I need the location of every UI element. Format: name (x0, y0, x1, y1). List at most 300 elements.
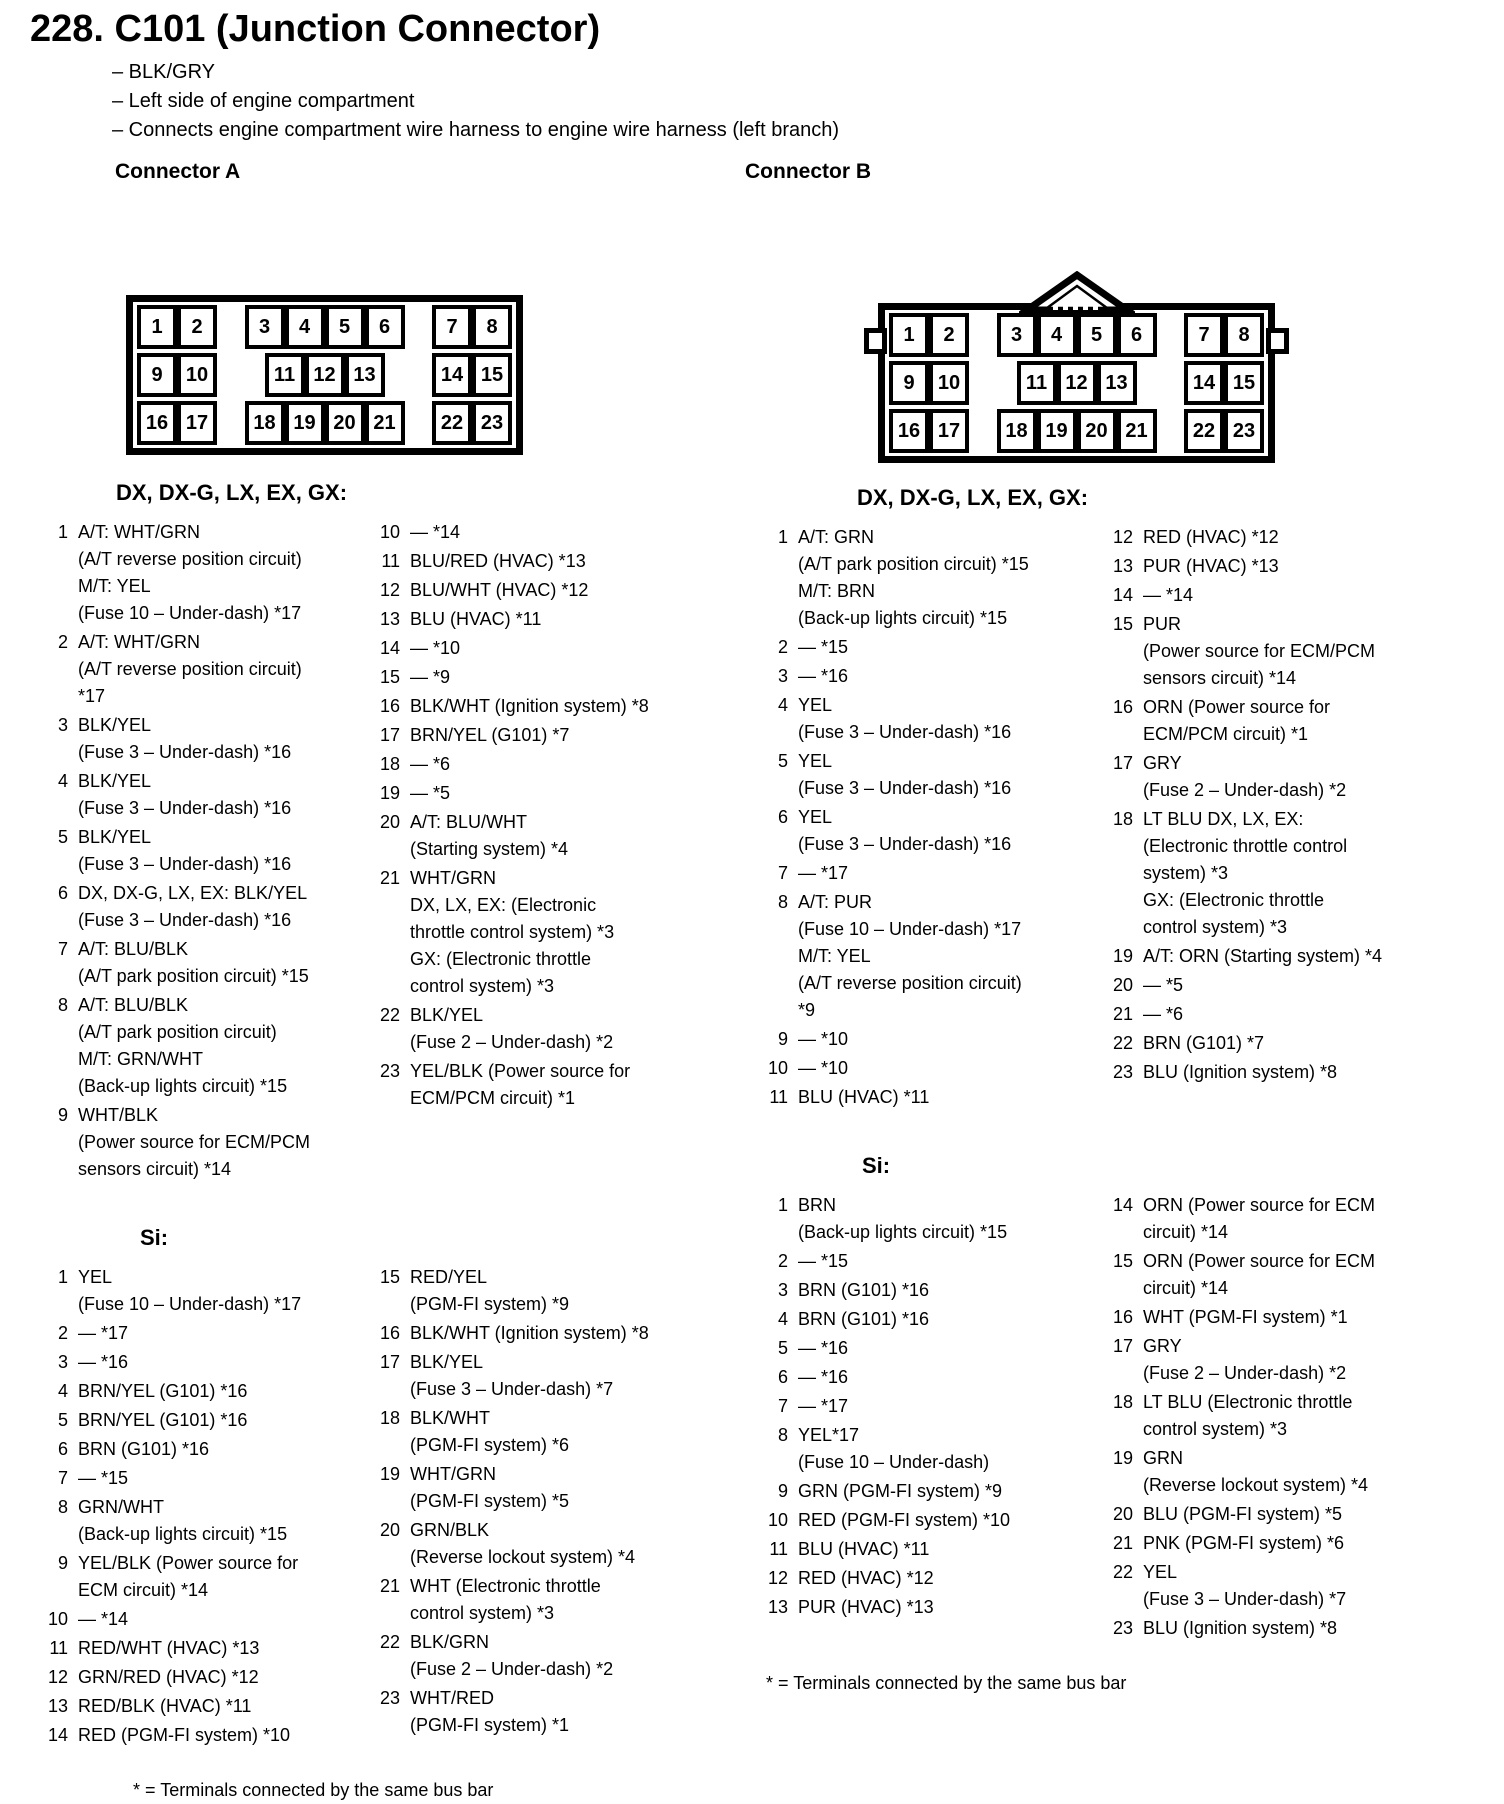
pin-number: 18 (379, 754, 400, 774)
pin-cell-14: 14 (432, 353, 472, 397)
pin-cell-20: 20 (325, 401, 365, 445)
pin-item (1103, 1001, 1418, 1028)
pin-description: BRN (G101) *16 (798, 1309, 930, 1329)
pin-description: BRN (G101) *16 (78, 1439, 210, 1459)
pin-row (889, 361, 1264, 405)
pin-item (370, 1320, 690, 1347)
pin-item (1103, 582, 1418, 609)
pin-item (1103, 611, 1418, 692)
pin-cell-14: 14 (1184, 361, 1224, 405)
pin-number: 15 (1112, 614, 1133, 634)
pin-group (137, 305, 217, 349)
pin-number: 7 (777, 1396, 788, 1416)
pin-group (1184, 313, 1264, 357)
pin-number: 1 (57, 1267, 68, 1287)
pin-section (758, 1153, 1418, 1644)
pin-cell-22: 22 (1184, 409, 1224, 453)
pin-description: A/T: GRN (A/T park position circuit) *15 M/T: BRN (Back-up lights circuit) *15 (798, 527, 1029, 628)
pin-section (38, 480, 690, 1185)
pin-number: 21 (1112, 1533, 1133, 1553)
pin-description: WHT/RED (PGM-FI system) *1 (410, 1688, 570, 1735)
pin-item (38, 519, 370, 627)
pin-description: — *5 (410, 783, 451, 803)
pin-description: PUR (Power source for ECM/PCM sensors circuit) *14 (1143, 614, 1376, 688)
pin-number: 19 (1112, 1448, 1133, 1468)
connector-side-tab-right (1266, 328, 1289, 354)
pin-number: 22 (1112, 1033, 1133, 1053)
pin-item (38, 768, 370, 822)
pin-number: 19 (379, 783, 400, 803)
pin-number: 8 (57, 995, 68, 1015)
pin-description: BRN/YEL (G101) *16 (78, 1410, 248, 1430)
pin-item (758, 1335, 1103, 1362)
pin-number: 7 (777, 863, 788, 883)
pin-number: 13 (1112, 556, 1133, 576)
pin-number: 14 (47, 1725, 68, 1745)
pin-item (370, 1002, 690, 1056)
pin-cell-23: 23 (1224, 409, 1264, 453)
pin-description: YEL/BLK (Power source for ECM/PCM circuit) *1 (410, 1061, 631, 1108)
pin-item (758, 1277, 1103, 1304)
section-title: DX, DX-G, LX, EX, GX: (116, 480, 348, 505)
pin-description: BLU/WHT (HVAC) *12 (410, 580, 589, 600)
pin-item (370, 635, 690, 662)
pin-number: 10 (767, 1510, 788, 1530)
pin-item (1103, 694, 1418, 748)
pin-number: 23 (1112, 1062, 1133, 1082)
pin-item (758, 1026, 1103, 1053)
pin-description: GRN (Reverse lockout system) *4 (1143, 1448, 1369, 1495)
pin-item (758, 1364, 1103, 1391)
pin-item (1103, 1333, 1418, 1387)
pin-item (758, 1422, 1103, 1476)
pin-item (38, 629, 370, 710)
pin-description: GRN (PGM-FI system) *9 (798, 1481, 1003, 1501)
pin-item (38, 880, 370, 934)
pin-description: — *5 (1143, 975, 1184, 995)
pin-item (370, 606, 690, 633)
header-bullets (112, 58, 839, 145)
pin-cell-19: 19 (1037, 409, 1077, 453)
pin-description: BLK/WHT (Ignition system) *8 (410, 696, 649, 716)
pin-description: ORN (Power source for ECM circuit) *14 (1143, 1251, 1376, 1298)
pin-item (38, 1349, 370, 1376)
pin-item (370, 1405, 690, 1459)
pin-description: — *16 (78, 1352, 129, 1372)
section-title: DX, DX-G, LX, EX, GX: (857, 485, 1089, 510)
pin-description: PNK (PGM-FI system) *6 (1143, 1533, 1345, 1553)
pin-item (370, 1573, 690, 1627)
pin-description: A/T: ORN (Starting system) *4 (1143, 946, 1383, 966)
pin-item (1103, 1530, 1418, 1557)
pin-description: BLK/GRN (Fuse 2 – Under-dash) *2 (410, 1632, 614, 1679)
pin-description: BLK/YEL (Fuse 2 – Under-dash) *2 (410, 1005, 614, 1052)
pin-number: 5 (777, 751, 788, 771)
pin-description: GRY (Fuse 2 – Under-dash) *2 (1143, 1336, 1347, 1383)
pin-item (1103, 1304, 1418, 1331)
pin-description: RED (PGM-FI system) *10 (78, 1725, 291, 1745)
pin-item (370, 1517, 690, 1571)
pin-cell-23: 23 (472, 401, 512, 445)
pin-description: YEL (Fuse 3 – Under-dash) *16 (798, 751, 1012, 798)
pin-number: 19 (379, 1464, 400, 1484)
pin-item (758, 663, 1103, 690)
pin-group (889, 361, 969, 405)
connector-b-diagram (878, 303, 1275, 463)
pin-group (1184, 409, 1264, 453)
pin-cell-6: 6 (1117, 313, 1157, 357)
pin-item (758, 1565, 1103, 1592)
pin-description: GRN/BLK (Reverse lockout system) *4 (410, 1520, 636, 1567)
pin-description: — *15 (78, 1468, 129, 1488)
pin-item (38, 1494, 370, 1548)
pin-description: — *16 (798, 1367, 849, 1387)
pin-number: 3 (57, 715, 68, 735)
pin-columns (38, 519, 690, 1185)
pin-number: 12 (379, 580, 400, 600)
connector-a-diagram (126, 295, 523, 455)
pin-number: 17 (379, 1352, 400, 1372)
pin-columns (758, 524, 1418, 1113)
pin-description: GRN/WHT (Back-up lights circuit) *15 (78, 1497, 288, 1544)
pin-number: 23 (1112, 1618, 1133, 1638)
pin-item (758, 1393, 1103, 1420)
pin-column-left (38, 1264, 370, 1751)
pin-number: 15 (1112, 1251, 1133, 1271)
pin-description: BLU (HVAC) *11 (798, 1539, 930, 1559)
pin-item (38, 1606, 370, 1633)
pin-number: 6 (57, 1439, 68, 1459)
pin-cell-7: 7 (1184, 313, 1224, 357)
pin-description: — *14 (1143, 585, 1194, 605)
pin-item (758, 1055, 1103, 1082)
pin-number: 4 (777, 695, 788, 715)
pin-number: 5 (57, 827, 68, 847)
pin-item (758, 804, 1103, 858)
pin-cell-18: 18 (997, 409, 1037, 453)
pin-item (370, 1349, 690, 1403)
pin-description: DX, DX-G, LX, EX: BLK/YEL (Fuse 3 – Under-dash) *16 (78, 883, 308, 930)
pin-number: 14 (1112, 585, 1133, 605)
pin-description: BLK/YEL (Fuse 3 – Under-dash) *16 (78, 715, 292, 762)
pin-row (889, 313, 1264, 357)
pin-item (38, 1378, 370, 1405)
pin-item (370, 809, 690, 863)
pin-group (889, 313, 969, 357)
pin-cell-15: 15 (1224, 361, 1264, 405)
pin-number: 5 (777, 1338, 788, 1358)
pin-number: 11 (381, 551, 400, 571)
section-title: Si: (862, 1153, 891, 1178)
pin-description: BLK/YEL (Fuse 3 – Under-dash) *16 (78, 827, 292, 874)
pin-description: YEL/BLK (Power source for ECM circuit) *14 (78, 1553, 299, 1600)
pin-number: 22 (379, 1005, 400, 1025)
header-bullet: – Connects engine compartment wire harness to engine wire harness (left branch) (112, 119, 840, 141)
pin-description: — *16 (798, 666, 849, 686)
pin-item (370, 751, 690, 778)
pin-column-left (758, 1192, 1103, 1623)
pin-number: 11 (769, 1087, 788, 1107)
pin-number: 4 (777, 1309, 788, 1329)
pin-description: BLU (HVAC) *11 (798, 1087, 930, 1107)
pin-item (38, 936, 370, 990)
pin-description: WHT (Electronic throttle control system) *3 (410, 1576, 601, 1623)
connector-a-heading: Connector A (115, 160, 241, 183)
pin-item (758, 1192, 1103, 1246)
pin-description: — *9 (410, 667, 451, 687)
pin-item (370, 577, 690, 604)
pin-cell-17: 17 (929, 409, 969, 453)
pin-cell-16: 16 (137, 401, 177, 445)
pin-group (432, 353, 512, 397)
pin-columns (38, 1264, 690, 1751)
pin-cell-13: 13 (345, 353, 385, 397)
pin-number: 3 (777, 1280, 788, 1300)
pin-description: BLK/WHT (Ignition system) *8 (410, 1323, 649, 1343)
pin-cell-8: 8 (472, 305, 512, 349)
pin-cell-21: 21 (365, 401, 405, 445)
pin-number: 18 (1112, 809, 1133, 829)
pin-item (38, 1320, 370, 1347)
pin-number: 12 (47, 1667, 68, 1687)
pin-description: WHT (PGM-FI system) *1 (1143, 1307, 1348, 1327)
pin-description: YEL (Fuse 10 – Under-dash) *17 (78, 1267, 302, 1314)
pin-description: — *6 (1143, 1004, 1184, 1024)
pin-number: 10 (47, 1609, 68, 1629)
pin-number: 23 (379, 1688, 400, 1708)
pin-cell-20: 20 (1077, 409, 1117, 453)
pin-number: 1 (777, 527, 788, 547)
pin-description: BLU (Ignition system) *8 (1143, 1062, 1338, 1082)
pin-item (38, 1264, 370, 1318)
pin-number: 5 (57, 1410, 68, 1430)
pin-number: 14 (1112, 1195, 1133, 1215)
pin-item (1103, 1615, 1418, 1642)
pin-description: — *10 (798, 1058, 849, 1078)
pin-description: — *17 (798, 1396, 849, 1416)
header-bullet: – Left side of engine compartment (112, 90, 415, 112)
pin-number: 7 (57, 939, 68, 959)
pin-item (1103, 553, 1418, 580)
pin-item (370, 1461, 690, 1515)
pin-description: PUR (HVAC) *13 (798, 1597, 934, 1617)
pin-item (370, 1629, 690, 1683)
pin-cell-18: 18 (245, 401, 285, 445)
pin-item (370, 664, 690, 691)
pin-item (758, 1478, 1103, 1505)
pin-section (758, 485, 1418, 1113)
pin-item (758, 524, 1103, 632)
pin-cell-22: 22 (432, 401, 472, 445)
pin-cell-17: 17 (177, 401, 217, 445)
pin-column-right (1103, 524, 1418, 1088)
pin-number: 9 (777, 1481, 788, 1501)
pin-description: YEL*17 (Fuse 10 – Under-dash) (798, 1425, 990, 1472)
pin-number: 2 (777, 1251, 788, 1271)
pin-item (1103, 1030, 1418, 1057)
pin-number: 2 (57, 632, 68, 652)
pin-item (758, 1306, 1103, 1333)
pin-item (758, 1507, 1103, 1534)
pin-description: ORN (Power source for ECM circuit) *14 (1143, 1195, 1376, 1242)
pin-description: LT BLU (Electronic throttle control system) *3 (1143, 1392, 1353, 1439)
pin-item (370, 693, 690, 720)
pin-number: 6 (57, 883, 68, 903)
pin-number: 2 (57, 1323, 68, 1343)
pin-number: 21 (379, 868, 400, 888)
pin-number: 6 (777, 807, 788, 827)
pin-description: BRN (G101) *16 (798, 1280, 930, 1300)
pin-cell-3: 3 (997, 313, 1037, 357)
pin-number: 12 (1112, 527, 1133, 547)
pin-item (38, 1550, 370, 1604)
pin-number: 10 (767, 1058, 788, 1078)
pin-cell-8: 8 (1224, 313, 1264, 357)
pin-description: A/T: BLU/BLK (A/T park position circuit) *15 (78, 939, 309, 986)
pin-description: YEL (Fuse 3 – Under-dash) *16 (798, 695, 1012, 742)
pin-description: WHT/GRN DX, LX, EX: (Electronic throttle control system) *3 GX: (Electronic throttle control system) *3 (410, 868, 615, 996)
pin-item (38, 1407, 370, 1434)
pin-description: PUR (HVAC) *13 (1143, 556, 1279, 576)
pin-description: A/T: PUR (Fuse 10 – Under-dash) *17 M/T: YEL (A/T reverse position circuit) *9 (798, 892, 1022, 1020)
pin-number: 8 (777, 892, 788, 912)
pin-description: BLU (Ignition system) *8 (1143, 1618, 1338, 1638)
pin-cell-1: 1 (137, 305, 177, 349)
pin-group (245, 353, 405, 397)
pin-group (245, 305, 405, 349)
pin-description: A/T: WHT/GRN (A/T reverse position circuit) M/T: YEL (Fuse 10 – Under-dash) *17 (78, 522, 302, 623)
pin-item (758, 860, 1103, 887)
pin-cell-2: 2 (177, 305, 217, 349)
pin-number: 14 (379, 638, 400, 658)
pin-description: — *15 (798, 637, 849, 657)
pin-number: 16 (1112, 697, 1133, 717)
section-title: Si: (140, 1225, 169, 1250)
pin-cell-10: 10 (929, 361, 969, 405)
pin-number: 17 (1112, 753, 1133, 773)
pin-number: 2 (777, 637, 788, 657)
pin-item (758, 889, 1103, 1024)
pin-number: 11 (49, 1638, 68, 1658)
pin-item (370, 519, 690, 546)
pin-number: 9 (57, 1105, 68, 1125)
pin-number: 13 (47, 1696, 68, 1716)
pin-cell-13: 13 (1097, 361, 1137, 405)
pin-number: 13 (379, 609, 400, 629)
pin-group (137, 353, 217, 397)
pin-description: BLU/RED (HVAC) *13 (410, 551, 586, 571)
connector-b-footnote: * = Terminals connected by the same bus bar (766, 1673, 1127, 1693)
pin-description: A/T: BLU/BLK (A/T park position circuit) M/T: GRN/WHT (Back-up lights circuit) *15 (78, 995, 288, 1096)
pin-number: 6 (777, 1367, 788, 1387)
pin-number: 4 (57, 1381, 68, 1401)
pin-number: 9 (777, 1029, 788, 1049)
pin-row (889, 409, 1264, 453)
pin-item (370, 780, 690, 807)
pin-cell-5: 5 (1077, 313, 1117, 357)
pin-item (370, 548, 690, 575)
pin-cell-4: 4 (1037, 313, 1077, 357)
pin-item (38, 824, 370, 878)
pin-group (997, 313, 1157, 357)
pin-item (1103, 1501, 1418, 1528)
pin-column-left (758, 524, 1103, 1113)
pin-number: 1 (777, 1195, 788, 1215)
pin-number: 23 (379, 1061, 400, 1081)
pin-item (38, 712, 370, 766)
pin-description: GRN/RED (HVAC) *12 (78, 1667, 259, 1687)
connector-a-block (38, 480, 690, 1804)
pin-number: 18 (1112, 1392, 1133, 1412)
pin-number: 17 (379, 725, 400, 745)
pin-section (38, 1225, 690, 1751)
pin-description: BLK/WHT (PGM-FI system) *6 (410, 1408, 570, 1455)
pin-description: — *10 (410, 638, 461, 658)
pin-description: BRN/YEL (G101) *16 (78, 1381, 248, 1401)
pin-item (758, 1084, 1103, 1111)
pin-description: BRN/YEL (G101) *7 (410, 725, 570, 745)
pin-group (1184, 361, 1264, 405)
pin-description: BRN (G101) *7 (1143, 1033, 1265, 1053)
pin-column-right (1103, 1192, 1418, 1644)
pin-number: 15 (379, 667, 400, 687)
connector-b-block (758, 485, 1418, 1697)
pin-group (997, 361, 1157, 405)
pin-description: WHT/BLK (Power source for ECM/PCM sensors circuit) *14 (78, 1105, 311, 1179)
pin-cell-9: 9 (889, 361, 929, 405)
pin-cell-19: 19 (285, 401, 325, 445)
pin-cell-1: 1 (889, 313, 929, 357)
pin-number: 22 (1112, 1562, 1133, 1582)
pin-description: GRY (Fuse 2 – Under-dash) *2 (1143, 753, 1347, 800)
pin-description: — *17 (798, 863, 849, 883)
pin-cell-4: 4 (285, 305, 325, 349)
pin-description: RED (HVAC) *12 (798, 1568, 934, 1588)
pin-description: RED/BLK (HVAC) *11 (78, 1696, 252, 1716)
pin-item (758, 1536, 1103, 1563)
pin-number: 3 (57, 1352, 68, 1372)
pin-number: 16 (379, 696, 400, 716)
pin-column-right (370, 519, 690, 1114)
pin-cell-9: 9 (137, 353, 177, 397)
pin-description: — *6 (410, 754, 451, 774)
pin-item (1103, 1059, 1418, 1086)
pin-cell-5: 5 (325, 305, 365, 349)
pin-description: A/T: BLU/WHT (Starting system) *4 (410, 812, 569, 859)
pin-number: 17 (1112, 1336, 1133, 1356)
pin-description: WHT/GRN (PGM-FI system) *5 (410, 1464, 570, 1511)
pin-number: 12 (767, 1568, 788, 1588)
pin-item (758, 1594, 1103, 1621)
pin-number: 3 (777, 666, 788, 686)
connector-side-tab-left (864, 328, 887, 354)
pin-row (137, 401, 512, 445)
pin-row (137, 305, 512, 349)
pin-columns (758, 1192, 1418, 1644)
pin-item (370, 722, 690, 749)
pin-item (1103, 1559, 1418, 1613)
connector-a-sections (38, 480, 690, 1751)
pin-description: ORN (Power source for ECM/PCM circuit) *1 (1143, 697, 1331, 744)
pin-item (1103, 943, 1418, 970)
header-bullet: – BLK/GRY (112, 61, 216, 83)
pin-group (997, 409, 1157, 453)
pin-group (137, 401, 217, 445)
pin-cell-15: 15 (472, 353, 512, 397)
pin-number: 21 (379, 1576, 400, 1596)
pin-number: 20 (1112, 1504, 1133, 1524)
pin-description: RED (HVAC) *12 (1143, 527, 1279, 547)
